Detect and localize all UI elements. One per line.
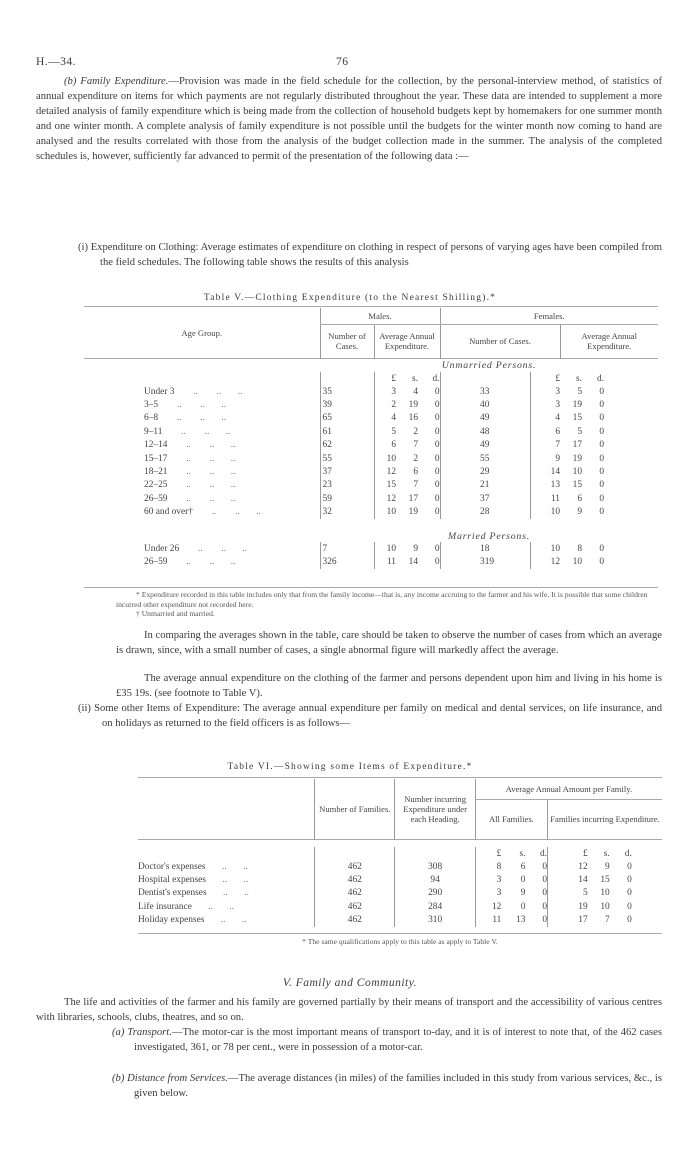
all-pence-cell: 0 xyxy=(542,915,548,926)
leader-dots: .. .. .. xyxy=(167,556,236,567)
intro-paragraph xyxy=(36,74,662,164)
females-shillings-cell: 9 xyxy=(577,507,582,518)
table5-gap xyxy=(440,425,480,438)
age-group-cell xyxy=(84,452,320,465)
females-pence-cell: 0 xyxy=(599,556,604,567)
table5-gap xyxy=(440,555,480,568)
leader-dots: .. .. .. xyxy=(167,467,236,478)
families-count-cell: 462 xyxy=(315,900,395,913)
table6-lsd-spacer xyxy=(632,847,662,860)
incurring-count-cell: 308 xyxy=(395,860,475,873)
leader-dots: .. .. .. xyxy=(167,480,236,491)
males-pounds-cell: 12 xyxy=(374,492,396,505)
distance-label: (b) Distance from Services. xyxy=(112,1073,228,1084)
age-group-cell xyxy=(84,412,320,425)
table6-bottom-rule xyxy=(138,933,662,934)
females-shillings-cell: 19 xyxy=(572,400,582,411)
females-cases-cell: 21 xyxy=(480,480,490,491)
males-pounds-cell: 3 xyxy=(374,385,396,398)
males-pence-cell: 0 xyxy=(434,386,440,397)
males-cases-cell: 65 xyxy=(320,412,374,425)
leader-dots: .. .. .. xyxy=(158,413,227,424)
table6-gap xyxy=(632,887,662,900)
table5-married-rows xyxy=(84,542,658,569)
males-pence-cell: 0 xyxy=(434,493,440,504)
fam-pence-cell: 0 xyxy=(627,861,632,872)
table6-all-families-header: All Families. xyxy=(475,799,547,839)
table5-gap xyxy=(440,385,480,398)
fam-pence-cell: 0 xyxy=(627,901,632,912)
males-cases-cell: 39 xyxy=(320,398,374,411)
all-pence-cell: 0 xyxy=(542,901,548,912)
table5-gap xyxy=(604,479,658,492)
age-group-cell xyxy=(84,492,320,505)
expense-item-label: Holiday expenses xyxy=(138,915,205,926)
clothing-expenditure-table xyxy=(84,308,658,569)
males-cases-cell: 35 xyxy=(320,385,374,398)
table-row xyxy=(138,860,662,873)
males-cases-cell: 61 xyxy=(320,425,374,438)
average-paragraph: The average annual expenditure on the clothing of the farmer and persons dependent upon him and living in his home is £35 19s. (see footnote to Table V). xyxy=(116,673,662,699)
transport-paragraph xyxy=(112,1025,662,1055)
males-pounds-cell: 12 xyxy=(374,465,396,478)
all-shillings-cell: 13 xyxy=(516,915,526,926)
table6-incurring-families-header: Families incurring Expenditure. xyxy=(548,799,662,839)
table5-gap xyxy=(604,555,658,568)
leader-dots: .. .. .. xyxy=(167,493,236,504)
currency-unit-label: s. xyxy=(412,373,418,384)
males-shillings-cell: 19 xyxy=(408,400,418,411)
currency-unit-label: d. xyxy=(432,373,440,384)
table6-lsd-spacer xyxy=(138,847,315,860)
age-group-cell xyxy=(84,385,320,398)
age-group-cell xyxy=(84,506,320,519)
fam-pounds-cell: 5 xyxy=(548,887,588,900)
incurring-count-cell: 284 xyxy=(395,900,475,913)
table-row xyxy=(138,873,662,886)
age-group-label: Under 3 xyxy=(144,386,175,397)
age-group-label: Under 26 xyxy=(144,543,180,554)
currency-unit-label: s. xyxy=(519,848,526,859)
males-cases-cell: 37 xyxy=(320,465,374,478)
table5-gap xyxy=(440,439,480,452)
females-shillings-cell: 5 xyxy=(577,426,582,437)
females-pence-cell: 0 xyxy=(599,453,604,464)
table5-females-avg-header: Average Annual Expenditure. xyxy=(560,324,658,358)
males-pounds-cell: 10 xyxy=(374,542,396,555)
families-count-cell: 462 xyxy=(315,887,395,900)
females-pounds-cell: 12 xyxy=(530,555,560,568)
table5-gap xyxy=(440,398,480,411)
females-pence-cell: 0 xyxy=(599,493,604,504)
females-cases-cell: 55 xyxy=(480,453,490,464)
table5-bottom-rule xyxy=(84,587,658,588)
table5-caption: Table V.—Clothing Expenditure (to the Nearest Shilling).* xyxy=(203,293,497,303)
age-group-cell xyxy=(84,479,320,492)
fam-shillings-cell: 10 xyxy=(600,901,610,912)
fam-pounds-cell: 14 xyxy=(548,873,588,886)
table-row xyxy=(84,412,658,425)
table5-females-header: Females. xyxy=(440,308,658,324)
all-pence-cell: 0 xyxy=(542,861,548,872)
females-shillings-cell: 8 xyxy=(577,543,582,554)
leader-dots: .. .. .. xyxy=(167,453,236,464)
currency-unit-label: d. xyxy=(624,848,632,859)
fam-shillings-cell: 15 xyxy=(600,875,610,886)
males-pence-cell: 0 xyxy=(434,453,440,464)
age-group-cell xyxy=(84,465,320,478)
table-row xyxy=(138,900,662,913)
compare-paragraph: In comparing the averages shown in the table, care should be taken to observe the number of cases from which an average is drawn, since, with a small number of cases, a single abnormal figure will markedly affect the average. xyxy=(116,630,662,656)
males-pence-cell: 0 xyxy=(434,426,440,437)
expense-item-label: Hospital expenses xyxy=(138,875,206,886)
females-pounds-cell: 3 xyxy=(530,398,560,411)
males-shillings-cell: 7 xyxy=(413,440,418,451)
table5-gap xyxy=(440,542,480,555)
age-group-label: 6–8 xyxy=(144,413,159,424)
all-pence-cell: 0 xyxy=(542,875,548,886)
females-pounds-cell: 7 xyxy=(530,439,560,452)
males-pounds-cell: 5 xyxy=(374,425,396,438)
intro-text: —Provision was made in the field schedule for the collection, by the personal-interview method, of statistics of annual expenditure on items for which payments are not regularly distributed throughout the year. These data are intended to supplement a more detailed analysis of family expenditure which is being made from the collection of household budgets kept by homemakers for one summer month and one winter month. A complete analysis of family expenditure is not possible until the budgets for the winter month now coming to hand are analysed and the results correlated with those from the analysis of the budget collection made in the summer. The analysis of the completed schedules is, however, sufficiently far advanced to permit of the presentation of the following data :— xyxy=(36,76,662,162)
fam-shillings-cell: 9 xyxy=(605,861,610,872)
females-shillings-cell: 5 xyxy=(577,386,582,397)
table5-females-cases-header: Number of Cases. xyxy=(440,324,560,358)
males-cases-cell: 59 xyxy=(320,492,374,505)
males-shillings-cell: 16 xyxy=(408,413,418,424)
table6-footnote: * The same qualifications apply to this table as apply to Table V. xyxy=(302,937,498,946)
males-pence-cell: 0 xyxy=(434,480,440,491)
table5-gap xyxy=(440,412,480,425)
females-pence-cell: 0 xyxy=(599,413,604,424)
females-pence-cell: 0 xyxy=(599,440,604,451)
families-count-cell: 462 xyxy=(315,914,395,927)
leader-dots: .. .. .. xyxy=(174,386,243,397)
all-pounds-cell: 12 xyxy=(475,900,501,913)
females-pence-cell: 0 xyxy=(599,507,604,518)
males-pounds-cell: 10 xyxy=(374,506,396,519)
table-row xyxy=(84,492,658,505)
males-shillings-cell: 19 xyxy=(408,507,418,518)
table6-top-rule xyxy=(138,777,662,778)
all-shillings-cell: 9 xyxy=(520,888,526,899)
males-pounds-cell: 15 xyxy=(374,479,396,492)
leader-dots: .. .. .. xyxy=(179,543,248,554)
age-group-label: 26–59 xyxy=(144,556,168,567)
females-cases-cell: 319 xyxy=(480,556,495,567)
males-pence-cell: 0 xyxy=(434,400,440,411)
age-group-cell xyxy=(84,439,320,452)
females-shillings-cell: 6 xyxy=(577,493,582,504)
males-pence-cell: 0 xyxy=(434,413,440,424)
table5-lsd-spacer xyxy=(604,372,658,385)
currency-unit-label: s. xyxy=(603,848,610,859)
item-i-paragraph: (i) Expenditure on Clothing: Average estimates of expenditure on clothing in respect of persons of varying ages have been compiled from the field schedules. The following table shows the results of this analysis xyxy=(78,242,662,268)
females-pence-cell: 0 xyxy=(599,480,604,491)
males-shillings-cell: 6 xyxy=(413,467,418,478)
females-pounds-cell: 3 xyxy=(530,385,560,398)
table5-gap xyxy=(604,465,658,478)
males-pence-cell: 0 xyxy=(434,440,440,451)
males-cases-cell: 55 xyxy=(320,452,374,465)
table5-gap xyxy=(604,398,658,411)
table-row xyxy=(138,914,662,927)
all-shillings-cell: 0 xyxy=(520,875,526,886)
females-shillings-cell: 19 xyxy=(572,453,582,464)
males-pounds-cell: 2 xyxy=(374,398,396,411)
females-cases-cell: 18 xyxy=(480,543,490,554)
leader-dots: .. .. xyxy=(205,875,249,886)
table-row xyxy=(84,385,658,398)
families-count-cell: 462 xyxy=(315,860,395,873)
males-pence-cell: 0 xyxy=(434,467,440,478)
table-row xyxy=(84,398,658,411)
males-cases-cell: 32 xyxy=(320,506,374,519)
all-shillings-cell: 6 xyxy=(520,861,526,872)
table6-rows xyxy=(138,847,662,927)
females-pounds-cell: 9 xyxy=(530,452,560,465)
item-ii-paragraph: (ii) Some other Items of Expenditure: The average annual expenditure per family on medical and dental services, on life insurance, and on holidays as returned to the field officers is as follows— xyxy=(78,703,662,729)
age-group-cell xyxy=(84,555,320,568)
table6-gap xyxy=(632,860,662,873)
females-pence-cell: 0 xyxy=(599,386,604,397)
table-row xyxy=(84,506,658,519)
currency-unit-label: £ xyxy=(530,372,560,385)
expense-item-cell xyxy=(138,873,315,886)
distance-paragraph xyxy=(112,1071,662,1101)
leader-dots: .. .. .. xyxy=(192,507,261,518)
expense-item-label: Life insurance xyxy=(138,901,192,912)
males-shillings-cell: 4 xyxy=(413,386,418,397)
leader-dots: .. .. xyxy=(191,901,235,912)
table5-unmarried-rows xyxy=(84,372,658,519)
females-cases-cell: 33 xyxy=(480,386,490,397)
table5-footnote-2: † Unmarried and married. xyxy=(136,609,215,618)
age-group-label: 3–5 xyxy=(144,400,159,411)
females-pounds-cell: 13 xyxy=(530,479,560,492)
leader-dots: .. .. xyxy=(204,915,247,926)
males-shillings-cell: 14 xyxy=(408,556,418,567)
expense-item-cell xyxy=(138,914,315,927)
females-shillings-cell: 17 xyxy=(572,440,582,451)
fam-pounds-cell: 19 xyxy=(548,900,588,913)
fam-pence-cell: 0 xyxy=(627,915,632,926)
age-group-label: 60 and over† xyxy=(144,507,193,518)
leader-dots: .. .. xyxy=(205,861,248,872)
fam-pounds-cell: 17 xyxy=(548,914,588,927)
age-group-cell xyxy=(84,542,320,555)
table5-gap xyxy=(604,385,658,398)
males-pounds-cell: 10 xyxy=(374,452,396,465)
table6-gap xyxy=(632,914,662,927)
table-row xyxy=(84,555,658,568)
currency-unit-label: d. xyxy=(596,373,604,384)
females-cases-cell: 29 xyxy=(480,467,490,478)
age-group-label: 26–59 xyxy=(144,493,168,504)
table-row xyxy=(84,465,658,478)
table5-gap xyxy=(440,465,480,478)
currency-unit-label: £ xyxy=(374,372,396,385)
incurring-count-cell: 310 xyxy=(395,914,475,927)
fam-shillings-cell: 10 xyxy=(600,888,610,899)
table6-lsd-spacer xyxy=(315,847,395,860)
page-number: 76 xyxy=(336,56,349,68)
table-row xyxy=(84,452,658,465)
leader-dots: .. .. .. xyxy=(162,426,231,437)
age-group-label: 22–25 xyxy=(144,480,168,491)
family-community-paragraph: The life and activities of the farmer and his family are governed partially by their means of transport and the accessibility of various centres with libraries, schools, clubs, theatres, and so on. xyxy=(36,997,662,1023)
males-cases-cell: 23 xyxy=(320,479,374,492)
age-group-cell xyxy=(84,398,320,411)
females-cases-cell: 48 xyxy=(480,426,490,437)
fam-pounds-cell: 12 xyxy=(548,860,588,873)
families-count-cell: 462 xyxy=(315,873,395,886)
intro-label: (b) Family Expenditure. xyxy=(64,76,169,87)
page-reference: H.—34. xyxy=(36,56,77,68)
females-pounds-cell: 10 xyxy=(530,506,560,519)
incurring-count-cell: 94 xyxy=(395,873,475,886)
males-pence-cell: 0 xyxy=(434,507,440,518)
females-pence-cell: 0 xyxy=(599,467,604,478)
table5-gap xyxy=(440,479,480,492)
section-v-title: V. Family and Community. xyxy=(282,977,418,989)
males-shillings-cell: 7 xyxy=(413,480,418,491)
females-pounds-cell: 11 xyxy=(530,492,560,505)
table6-gap xyxy=(632,873,662,886)
all-pounds-cell: 8 xyxy=(475,860,501,873)
table5-footnote-1: * Expenditure recorded in this table includes only that from the family income—that is, any income accruing to the farmer and his wife. It is possible that some children incurred other expenditure not recorded here. xyxy=(116,590,648,609)
males-pounds-cell: 11 xyxy=(374,555,396,568)
table-row xyxy=(138,887,662,900)
males-pounds-cell: 6 xyxy=(374,439,396,452)
females-pence-cell: 0 xyxy=(599,400,604,411)
table-row xyxy=(84,439,658,452)
table5-lsd-spacer xyxy=(480,372,530,385)
males-cases-cell: 326 xyxy=(320,555,374,568)
table-row xyxy=(84,479,658,492)
age-group-label: 18–21 xyxy=(144,467,168,478)
females-cases-cell: 49 xyxy=(480,440,490,451)
table6-average-header: Average Annual Amount per Family. xyxy=(475,779,662,799)
fam-shillings-cell: 7 xyxy=(605,915,610,926)
females-pence-cell: 0 xyxy=(599,543,604,554)
fam-pence-cell: 0 xyxy=(627,875,632,886)
table5-gap xyxy=(604,439,658,452)
currency-unit-label: £ xyxy=(548,847,588,860)
females-cases-cell: 49 xyxy=(480,413,490,424)
currency-unit-label: d. xyxy=(539,848,548,859)
distance-text: —The average distances (in miles) of the families included in this study from various services, &c., is given below. xyxy=(134,1073,662,1099)
table5-gap xyxy=(604,452,658,465)
table6-incurring-header: Number incurring Expenditure under each Heading. xyxy=(395,779,475,839)
expense-item-label: Doctor's expenses xyxy=(138,861,206,872)
table5-gap xyxy=(604,492,658,505)
expense-item-cell xyxy=(138,860,315,873)
table6-gap xyxy=(632,900,662,913)
table5-males-header: Males. xyxy=(320,308,440,324)
males-shillings-cell: 2 xyxy=(413,426,418,437)
females-pounds-cell: 10 xyxy=(530,542,560,555)
females-pounds-cell: 14 xyxy=(530,465,560,478)
table5-married-heading: Married Persons. xyxy=(448,530,530,542)
table5-gap xyxy=(604,425,658,438)
all-pounds-cell: 3 xyxy=(475,873,501,886)
males-pounds-cell: 4 xyxy=(374,412,396,425)
females-pounds-cell: 6 xyxy=(530,425,560,438)
females-cases-cell: 28 xyxy=(480,507,490,518)
females-shillings-cell: 15 xyxy=(572,413,582,424)
table5-gap xyxy=(440,492,480,505)
females-shillings-cell: 10 xyxy=(572,556,582,567)
females-pence-cell: 0 xyxy=(599,426,604,437)
transport-label: (a) Transport. xyxy=(112,1027,172,1038)
all-pounds-cell: 11 xyxy=(475,914,501,927)
fam-pence-cell: 0 xyxy=(627,888,632,899)
table5-lsd-spacer xyxy=(440,372,480,385)
currency-unit-label: £ xyxy=(475,847,501,860)
table5-gap xyxy=(440,506,480,519)
table5-gap xyxy=(604,506,658,519)
females-shillings-cell: 10 xyxy=(572,467,582,478)
table5-gap xyxy=(604,412,658,425)
all-pence-cell: 0 xyxy=(542,888,548,899)
table6-lsd-spacer xyxy=(395,847,475,860)
males-cases-cell: 62 xyxy=(320,439,374,452)
table6-families-header: Number of Families. xyxy=(315,779,395,839)
table5-males-avg-header: Average Annual Expenditure. xyxy=(374,324,440,358)
currency-unit-label: s. xyxy=(576,373,582,384)
leader-dots: .. .. xyxy=(206,888,249,899)
leader-dots: .. .. .. xyxy=(158,400,227,411)
table5-lsd-spacer xyxy=(320,372,374,385)
females-pounds-cell: 4 xyxy=(530,412,560,425)
age-group-cell xyxy=(84,425,320,438)
leader-dots: .. .. .. xyxy=(167,440,236,451)
table5-males-cases-header: Number of Cases. xyxy=(320,324,374,358)
females-shillings-cell: 15 xyxy=(572,480,582,491)
males-pence-cell: 0 xyxy=(434,543,440,554)
females-cases-cell: 37 xyxy=(480,493,490,504)
all-pounds-cell: 3 xyxy=(475,887,501,900)
expense-item-label: Dentist's expenses xyxy=(138,888,207,899)
table5-unmarried-heading: Unmarried Persons. xyxy=(441,359,537,371)
table5-top-rule xyxy=(84,306,658,307)
expense-item-cell xyxy=(138,900,315,913)
table5-lsd-spacer xyxy=(84,372,320,385)
incurring-count-cell: 290 xyxy=(395,887,475,900)
table6-caption: Table VI.—Showing some Items of Expenditure.* xyxy=(227,762,473,772)
table5-gap xyxy=(604,542,658,555)
other-expenditure-table xyxy=(138,779,662,927)
males-pence-cell: 0 xyxy=(434,556,440,567)
males-shillings-cell: 9 xyxy=(413,543,418,554)
age-group-label: 15–17 xyxy=(144,453,168,464)
age-group-label: 9–11 xyxy=(144,426,163,437)
table5-age-header: Age Group. xyxy=(181,327,223,338)
females-cases-cell: 40 xyxy=(480,400,490,411)
age-group-label: 12–14 xyxy=(144,440,168,451)
males-shillings-cell: 2 xyxy=(413,453,418,464)
males-cases-cell: 7 xyxy=(320,542,374,555)
table-row xyxy=(84,425,658,438)
table-row xyxy=(84,542,658,555)
table5-gap xyxy=(440,452,480,465)
transport-text: —The motor-car is the most important means of transport to-day, and it is of interest to note that, of the 462 cases investigated, 361, or 78 per cent., were in possession of a motor-car. xyxy=(134,1027,662,1053)
males-shillings-cell: 17 xyxy=(408,493,418,504)
expense-item-cell xyxy=(138,887,315,900)
all-shillings-cell: 0 xyxy=(520,901,526,912)
